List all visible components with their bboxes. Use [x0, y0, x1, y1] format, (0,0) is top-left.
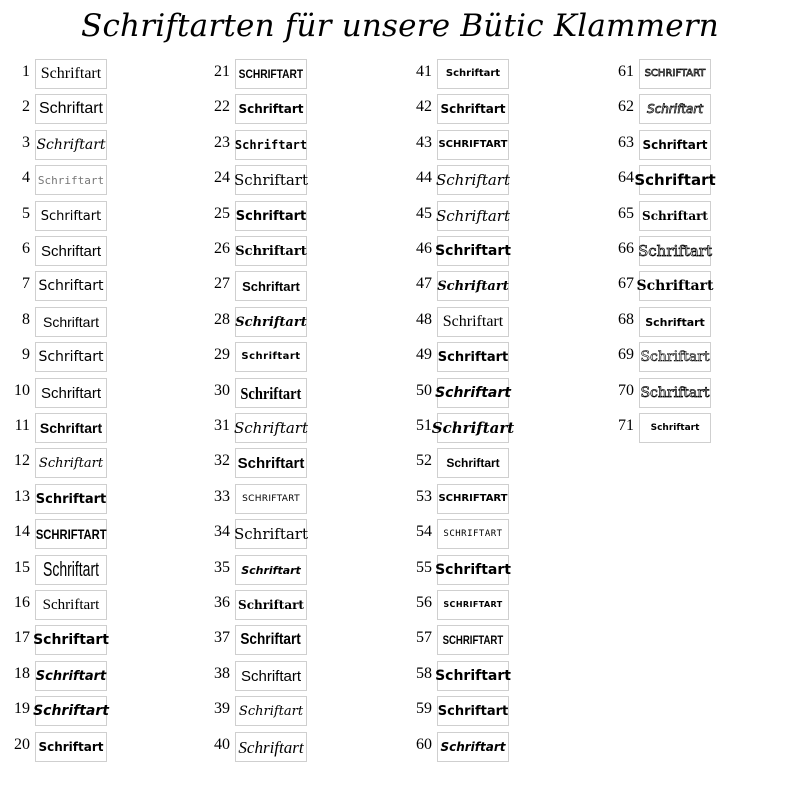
font-sample-item — [610, 378, 800, 408]
font-number: 40 — [214, 736, 230, 753]
font-sample-item — [610, 130, 800, 160]
font-number: 65 — [618, 205, 634, 222]
font-number: 69 — [618, 346, 634, 363]
font-sample-item — [206, 696, 396, 726]
font-number: 24 — [214, 169, 230, 186]
font-sample-text: SCHRIFTART — [35, 526, 107, 542]
font-sample-item — [408, 732, 598, 762]
font-number: 59 — [416, 700, 432, 717]
font-sample-text: Schriftart — [38, 349, 104, 365]
font-number: 6 — [22, 240, 30, 257]
font-number: 67 — [618, 275, 634, 292]
font-sample-text: Schriftart — [241, 563, 301, 577]
font-number: 62 — [618, 98, 634, 115]
font-number: 33 — [214, 488, 230, 505]
font-sample-item — [6, 448, 196, 478]
font-number: 66 — [618, 240, 634, 257]
font-sample-text: Schriftart — [233, 418, 309, 437]
font-sample-item — [408, 484, 598, 514]
font-sample-item — [206, 59, 396, 89]
font-number: 21 — [214, 63, 230, 80]
font-number: 63 — [618, 134, 634, 151]
font-sample-text: Schriftart — [38, 455, 104, 471]
font-number: 38 — [214, 665, 230, 682]
font-sample-item — [6, 696, 196, 726]
font-sample-item — [206, 236, 396, 266]
font-number: 20 — [14, 736, 30, 753]
font-sample-text: Schriftart — [437, 278, 509, 294]
font-sample-box — [235, 661, 307, 691]
font-number: 51 — [416, 417, 432, 434]
font-sample-box — [235, 130, 307, 160]
font-sample-text: Schriftart — [40, 208, 102, 224]
font-sample-item — [408, 201, 598, 231]
font-number: 1 — [22, 63, 30, 80]
font-sample-box — [437, 201, 509, 231]
font-number: 35 — [214, 559, 230, 576]
font-sample-text: SCHRIFTART — [438, 139, 508, 150]
font-number: 10 — [14, 382, 30, 399]
font-sample-item — [6, 94, 196, 124]
font-sample-text: Schriftart — [240, 383, 302, 403]
font-number: 28 — [214, 311, 230, 328]
font-sample-text: Schriftart — [446, 456, 500, 470]
font-sample-text: Schriftart — [437, 703, 509, 719]
font-sample-box — [35, 307, 107, 337]
font-sample-text: Schriftart — [40, 65, 102, 82]
font-sample-item — [408, 307, 598, 337]
font-sample-text: Schriftart — [235, 243, 307, 259]
font-sample-item — [206, 732, 396, 762]
font-sample-box — [437, 555, 509, 585]
font-sample-text: SCHRIFTART — [242, 493, 300, 504]
font-sample-box — [437, 590, 509, 620]
font-sample-item — [6, 555, 196, 585]
font-number: 37 — [214, 629, 230, 646]
font-number: 14 — [14, 523, 30, 540]
font-number: 12 — [14, 452, 30, 469]
font-sample-item — [610, 236, 800, 266]
font-sample-item — [408, 59, 598, 89]
font-sample-text: Schriftart — [431, 418, 515, 437]
font-number: 2 — [22, 98, 30, 115]
font-number: 32 — [214, 452, 230, 469]
font-sample-box — [437, 732, 509, 762]
font-sample-text: Schriftart — [636, 278, 714, 294]
font-sample-box — [437, 307, 509, 337]
font-sample-item — [6, 165, 196, 195]
font-sample-box — [35, 165, 107, 195]
font-number: 39 — [214, 700, 230, 717]
font-sample-text: Schriftart — [435, 170, 511, 189]
font-sample-item — [206, 342, 396, 372]
font-sample-box — [437, 342, 509, 372]
font-sample-item — [610, 342, 800, 372]
font-sample-box — [437, 165, 509, 195]
font-sample-text: Schriftart — [435, 385, 511, 401]
font-sample-box — [437, 661, 509, 691]
font-sample-box — [35, 625, 107, 655]
font-sample-item — [206, 307, 396, 337]
font-sample-text: Schriftart — [35, 491, 107, 507]
font-sample-text: Schriftart — [435, 243, 511, 259]
font-sample-item — [6, 484, 196, 514]
font-number: 57 — [416, 629, 432, 646]
font-sample-text: Schriftart — [235, 314, 307, 330]
font-sample-item — [408, 696, 598, 726]
font-number: 68 — [618, 311, 634, 328]
font-sample-text: Schriftart — [238, 598, 304, 612]
font-sample-item — [6, 130, 196, 160]
font-sample-item — [408, 625, 598, 655]
font-sample-item — [408, 271, 598, 301]
font-sample-text: Schriftart — [233, 170, 309, 189]
font-sample-box — [639, 201, 711, 231]
font-sample-item — [408, 555, 598, 585]
font-sample-box — [639, 378, 711, 408]
font-sample-item — [6, 590, 196, 620]
font-sample-text: Schriftart — [42, 596, 100, 613]
font-sample-text: Schriftart — [437, 349, 509, 365]
font-sample-box — [639, 94, 711, 124]
font-sample-text: Schriftart — [42, 559, 100, 581]
font-sample-box — [639, 413, 711, 443]
font-sample-item — [6, 661, 196, 691]
font-sample-text: Schriftart — [33, 632, 109, 648]
font-sample-text: Schriftart — [640, 385, 710, 401]
font-number: 29 — [214, 346, 230, 363]
font-sample-text: Schriftart — [42, 314, 99, 330]
font-number: 17 — [14, 629, 30, 646]
font-number: 48 — [416, 311, 432, 328]
font-sample-text: Schriftart — [440, 102, 506, 116]
font-sample-text: Schriftart — [238, 703, 304, 719]
font-sample-item — [610, 201, 800, 231]
font-sample-box — [639, 130, 711, 160]
font-sample-box — [235, 590, 307, 620]
font-sample-item — [206, 413, 396, 443]
font-sample-box — [235, 271, 307, 301]
font-number: 22 — [214, 98, 230, 115]
font-sample-text: SCHRIFTART — [443, 528, 503, 539]
font-sample-box — [35, 661, 107, 691]
font-sample-box — [235, 342, 307, 372]
font-sample-item — [408, 236, 598, 266]
font-number: 47 — [416, 275, 432, 292]
font-number: 19 — [14, 700, 30, 717]
font-sample-box — [35, 271, 107, 301]
font-sample-item — [206, 201, 396, 231]
font-number: 16 — [14, 594, 30, 611]
font-sample-item — [206, 590, 396, 620]
font-sample-box — [235, 413, 307, 443]
font-number: 11 — [14, 417, 30, 434]
font-number: 9 — [22, 346, 30, 363]
font-sample-box — [35, 342, 107, 372]
font-sample-box — [437, 271, 509, 301]
font-sample-box — [235, 519, 307, 549]
font-sample-box — [235, 378, 307, 408]
font-sample-item — [408, 590, 598, 620]
font-sample-box — [235, 696, 307, 726]
font-sample-text: Schriftart — [35, 668, 107, 684]
font-sample-item — [6, 519, 196, 549]
font-sample-box — [235, 625, 307, 655]
font-sample-box — [35, 378, 107, 408]
font-sample-box — [437, 519, 509, 549]
page-title: Schriftarten für unsere Bütic Klammern — [81, 8, 719, 44]
font-sample-text: Schriftart — [36, 137, 106, 153]
font-sample-item — [610, 59, 800, 89]
font-number: 4 — [22, 169, 30, 186]
font-sample-item — [408, 448, 598, 478]
font-sample-box — [437, 625, 509, 655]
font-sample-text: Schriftart — [240, 631, 302, 648]
font-sample-item — [408, 94, 598, 124]
font-number: 54 — [416, 523, 432, 540]
font-number: 7 — [22, 275, 30, 292]
font-number: 36 — [214, 594, 230, 611]
font-sample-item — [206, 378, 396, 408]
font-sample-box — [235, 59, 307, 89]
font-sample-item — [206, 484, 396, 514]
font-sample-item — [6, 378, 196, 408]
font-sample-text: Schriftart — [37, 173, 105, 187]
font-sample-box — [235, 165, 307, 195]
font-number: 60 — [416, 736, 432, 753]
font-sample-item — [610, 307, 800, 337]
font-sample-text: SCHRIFTART — [238, 67, 304, 81]
font-sample-item — [610, 165, 800, 195]
font-sample-text: Schriftart — [650, 422, 700, 433]
font-number: 45 — [416, 205, 432, 222]
font-sample-box — [235, 307, 307, 337]
font-sample-item — [206, 94, 396, 124]
font-sample-box — [437, 484, 509, 514]
font-number: 61 — [618, 63, 634, 80]
font-sample-text: Schriftart — [237, 454, 305, 472]
font-number: 53 — [416, 488, 432, 505]
font-sample-box — [437, 448, 509, 478]
font-sample-item — [408, 378, 598, 408]
font-number: 70 — [618, 382, 634, 399]
font-sample-box — [35, 59, 107, 89]
font-sample-text: SCHRIFTART — [442, 633, 504, 647]
font-number: 30 — [214, 382, 230, 399]
font-number: 44 — [416, 169, 432, 186]
font-sample-text: Schriftart — [240, 667, 301, 685]
font-sample-box — [235, 555, 307, 585]
font-number: 71 — [618, 417, 634, 434]
font-number: 3 — [22, 134, 30, 151]
font-sample-text: Schriftart — [39, 420, 103, 436]
font-number: 5 — [22, 205, 30, 222]
font-sample-text: SCHRIFTART — [438, 493, 508, 504]
font-sample-box — [35, 130, 107, 160]
font-number: 56 — [416, 594, 432, 611]
font-sample-box — [437, 378, 509, 408]
font-sample-item — [408, 342, 598, 372]
font-sample-item — [6, 625, 196, 655]
font-sample-box — [35, 201, 107, 231]
font-sample-item — [206, 448, 396, 478]
font-sample-item — [408, 165, 598, 195]
font-number: 52 — [416, 452, 432, 469]
font-sample-box — [437, 236, 509, 266]
font-number: 43 — [416, 134, 432, 151]
font-sample-text: Schriftart — [40, 384, 101, 402]
font-sample-text: Schriftart — [38, 278, 104, 294]
font-number: 49 — [416, 346, 432, 363]
font-sample-box — [437, 130, 509, 160]
font-sample-text: Schriftart — [234, 138, 308, 152]
font-sample-item — [6, 732, 196, 762]
font-sample-text: Schriftart — [435, 206, 511, 225]
font-sample-box — [35, 448, 107, 478]
font-sample-text: SCHRIFTART — [644, 68, 706, 79]
font-sample-item — [610, 94, 800, 124]
font-sample-item — [206, 555, 396, 585]
font-sample-text: Schriftart — [242, 278, 300, 294]
font-sample-box — [639, 342, 711, 372]
font-number: 18 — [14, 665, 30, 682]
font-sample-text: Schriftart — [642, 138, 708, 152]
font-sample-text: Schriftart — [435, 562, 511, 578]
font-number: 8 — [22, 311, 30, 328]
font-sample-box — [235, 484, 307, 514]
font-number: 58 — [416, 665, 432, 682]
font-number: 13 — [14, 488, 30, 505]
font-sample-box — [35, 590, 107, 620]
font-number: 42 — [416, 98, 432, 115]
font-sample-item — [610, 413, 800, 443]
font-sample-text: Schriftart — [38, 740, 104, 754]
font-sample-text: Schriftart — [40, 242, 101, 260]
font-number: 15 — [14, 559, 30, 576]
font-sample-item — [6, 413, 196, 443]
font-sample-text: Schriftart — [445, 68, 501, 79]
font-sample-item — [6, 59, 196, 89]
font-sample-text: Schriftart — [646, 102, 703, 116]
font-sample-text: Schriftart — [645, 315, 705, 329]
font-sample-text: Schriftart — [637, 241, 713, 260]
font-sample-box — [437, 59, 509, 89]
font-sample-box — [639, 236, 711, 266]
font-number: 23 — [214, 134, 230, 151]
font-sample-box — [235, 732, 307, 762]
font-sample-item — [6, 342, 196, 372]
font-sample-box — [235, 201, 307, 231]
font-number: 46 — [416, 240, 432, 257]
font-number: 27 — [214, 275, 230, 292]
font-number: 41 — [416, 63, 432, 80]
font-sample-text: Schriftart — [435, 668, 511, 684]
font-sample-item — [408, 519, 598, 549]
font-number: 64 — [618, 169, 634, 186]
font-sample-text: Schriftart — [235, 208, 307, 224]
font-number: 26 — [214, 240, 230, 257]
font-sample-box — [639, 307, 711, 337]
font-sample-item — [206, 625, 396, 655]
font-sample-text: Schriftart — [241, 351, 301, 362]
font-sample-text: Schriftart — [33, 703, 109, 719]
font-sample-box — [35, 519, 107, 549]
font-sample-box — [235, 448, 307, 478]
font-sample-box — [35, 484, 107, 514]
font-sample-box — [235, 94, 307, 124]
font-sample-text: Schriftart — [642, 209, 708, 223]
font-sample-box — [634, 165, 716, 195]
font-sample-box — [639, 59, 711, 89]
font-sample-box — [437, 94, 509, 124]
font-sample-item — [6, 236, 196, 266]
font-sample-item — [408, 130, 598, 160]
font-sample-text: Schriftart — [233, 524, 309, 543]
font-sample-text: Schriftart — [238, 737, 304, 757]
font-sample-item — [408, 413, 598, 443]
font-sample-box — [431, 413, 515, 443]
font-sample-item — [206, 130, 396, 160]
font-sample-item — [610, 271, 800, 301]
font-sample-item — [6, 307, 196, 337]
font-sample-box — [35, 732, 107, 762]
font-sample-text: Schriftart — [442, 313, 504, 330]
font-number: 50 — [416, 382, 432, 399]
font-sample-text: Schriftart — [640, 349, 710, 365]
font-number: 31 — [214, 417, 230, 434]
font-sample-text: SCHRIFTART — [443, 600, 503, 609]
font-sample-item — [206, 519, 396, 549]
font-sample-box — [35, 555, 107, 585]
font-number: 25 — [214, 205, 230, 222]
font-number: 55 — [416, 559, 432, 576]
font-sample-item — [206, 271, 396, 301]
font-sample-text: Schriftart — [634, 170, 716, 189]
font-sample-box — [636, 271, 714, 301]
font-sample-text: Schriftart — [238, 102, 304, 116]
font-sample-item — [206, 661, 396, 691]
font-sample-item — [6, 271, 196, 301]
font-sample-box — [35, 413, 107, 443]
font-sample-item — [6, 201, 196, 231]
font-sample-box — [235, 236, 307, 266]
font-sample-text: Schriftart — [440, 740, 506, 754]
font-sample-item — [408, 661, 598, 691]
font-number: 34 — [214, 523, 230, 540]
font-sample-box — [35, 94, 107, 124]
font-sample-item — [206, 165, 396, 195]
font-sample-box — [35, 696, 107, 726]
font-sample-box — [35, 236, 107, 266]
font-sample-text: Schriftart — [38, 100, 103, 117]
font-sample-box — [437, 696, 509, 726]
